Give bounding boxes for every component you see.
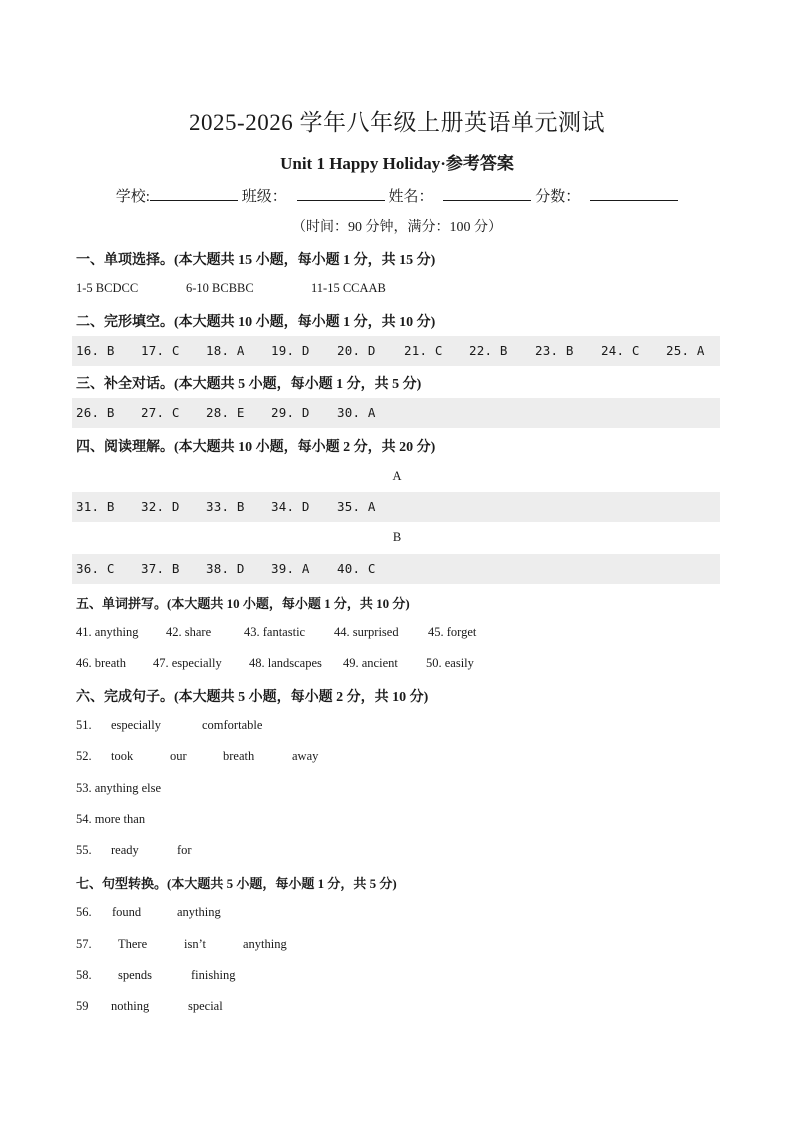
section-4-heading: 四、阅读理解。(本大题共 10 小题，每小题 2 分，共 20 分) bbox=[76, 440, 436, 455]
answer-group: 11-15 CCAAB bbox=[311, 281, 386, 295]
passage-a-label: A bbox=[392, 469, 402, 483]
document-title: 2025-2026 学年八年级上册英语单元测试 bbox=[189, 110, 605, 135]
answer-item: 27. C bbox=[141, 405, 180, 420]
answer-item: 44. surprised bbox=[334, 625, 399, 639]
name-label: 姓名： bbox=[388, 189, 434, 205]
question-number: 56. bbox=[76, 905, 92, 919]
answer-item: 18. A bbox=[206, 343, 245, 358]
answer-word: comfortable bbox=[202, 718, 263, 732]
class-label: 班级： bbox=[241, 189, 287, 205]
answer-item: 41. anything bbox=[76, 625, 139, 639]
question-number: 55. bbox=[76, 843, 92, 857]
answer-word: away bbox=[292, 749, 319, 763]
answer-word: for bbox=[177, 843, 192, 857]
section-5-heading: 五、单词拼写。(本大题共 10 小题，每小题 1 分，共 10 分) bbox=[76, 596, 410, 611]
answer-item: 25. A bbox=[666, 343, 705, 358]
passage-b-label: B bbox=[392, 530, 402, 544]
answer-item: 34. D bbox=[271, 499, 310, 514]
answer-word: our bbox=[170, 749, 187, 763]
answer-53: 53. anything else bbox=[76, 781, 162, 795]
answer-54: 54. more than bbox=[76, 812, 146, 826]
section-7-heading: 七、句型转换。(本大题共 5 小题，每小题 1 分，共 5 分) bbox=[76, 876, 397, 891]
answer-item: 38. D bbox=[206, 561, 245, 576]
answer-item: 39. A bbox=[271, 561, 310, 576]
answer-item: 26. B bbox=[76, 405, 115, 420]
answer-group: 1-5 BCDCC bbox=[76, 281, 139, 295]
answer-word: special bbox=[188, 999, 223, 1013]
answer-word: nothing bbox=[111, 999, 150, 1013]
question-number: 52. bbox=[76, 749, 92, 763]
score-label: 分数： bbox=[535, 189, 581, 205]
answer-item: 23. B bbox=[535, 343, 574, 358]
answer-item: 21. C bbox=[404, 343, 443, 358]
answer-item: 35. A bbox=[337, 499, 376, 514]
student-info-line bbox=[0, 185, 794, 206]
time-note: （时间：90 分钟，满分：100 分） bbox=[292, 220, 502, 235]
answer-group: 6-10 BCBBC bbox=[186, 281, 254, 295]
answer-word: found bbox=[112, 905, 142, 919]
answer-item: 32. D bbox=[141, 499, 180, 514]
name-blank bbox=[443, 186, 531, 201]
answer-item: 30. A bbox=[337, 405, 376, 420]
answer-word: especially bbox=[111, 718, 161, 732]
question-number: 59 bbox=[76, 999, 89, 1013]
answer-item: 24. C bbox=[601, 343, 640, 358]
answer-word: spends bbox=[118, 968, 153, 982]
answer-item: 42. share bbox=[166, 625, 212, 639]
answer-item: 22. B bbox=[469, 343, 508, 358]
answer-item: 49. ancient bbox=[343, 656, 398, 670]
answer-item: 47. especially bbox=[153, 656, 222, 670]
school-blank bbox=[150, 186, 238, 201]
answer-word: finishing bbox=[191, 968, 236, 982]
document-subtitle: Unit 1 Happy Holiday·参考答案 bbox=[280, 154, 514, 173]
answer-word: anything bbox=[243, 937, 287, 951]
score-blank bbox=[590, 186, 678, 201]
school-label: 学校: bbox=[115, 189, 150, 205]
section-3-heading: 三、补全对话。(本大题共 5 小题，每小题 1 分，共 5 分) bbox=[76, 377, 422, 392]
answer-item: 19. D bbox=[271, 343, 310, 358]
answer-item: 43. fantastic bbox=[244, 625, 306, 639]
answer-item: 50. easily bbox=[426, 656, 474, 670]
answer-item: 17. C bbox=[141, 343, 180, 358]
class-blank bbox=[297, 186, 385, 201]
question-number: 57. bbox=[76, 937, 92, 951]
answer-item: 29. D bbox=[271, 405, 310, 420]
answer-word: ready bbox=[111, 843, 139, 857]
answer-item: 36. C bbox=[76, 561, 115, 576]
answer-item: 48. landscapes bbox=[249, 656, 322, 670]
section-2-heading: 二、完形填空。(本大题共 10 小题，每小题 1 分，共 10 分) bbox=[76, 315, 436, 330]
answer-word: anything bbox=[177, 905, 221, 919]
section-1-heading: 一、单项选择。(本大题共 15 小题，每小题 1 分，共 15 分) bbox=[76, 253, 436, 268]
answer-word: breath bbox=[223, 749, 255, 763]
answer-item: 45. forget bbox=[428, 625, 477, 639]
answer-item: 40. C bbox=[337, 561, 376, 576]
answer-word: isn’t bbox=[184, 937, 206, 951]
answer-word: There bbox=[118, 937, 148, 951]
answer-item: 20. D bbox=[337, 343, 376, 358]
question-number: 51. bbox=[76, 718, 92, 732]
answer-item: 37. B bbox=[141, 561, 180, 576]
answer-word: took bbox=[111, 749, 134, 763]
answer-item: 33. B bbox=[206, 499, 245, 514]
section-6-heading: 六、完成句子。(本大题共 5 小题，每小题 2 分，共 10 分) bbox=[76, 690, 429, 705]
answer-item: 31. B bbox=[76, 499, 115, 514]
answer-item: 46. breath bbox=[76, 656, 126, 670]
answer-item: 16. B bbox=[76, 343, 115, 358]
answer-item: 28. E bbox=[206, 405, 245, 420]
question-number: 58. bbox=[76, 968, 92, 982]
